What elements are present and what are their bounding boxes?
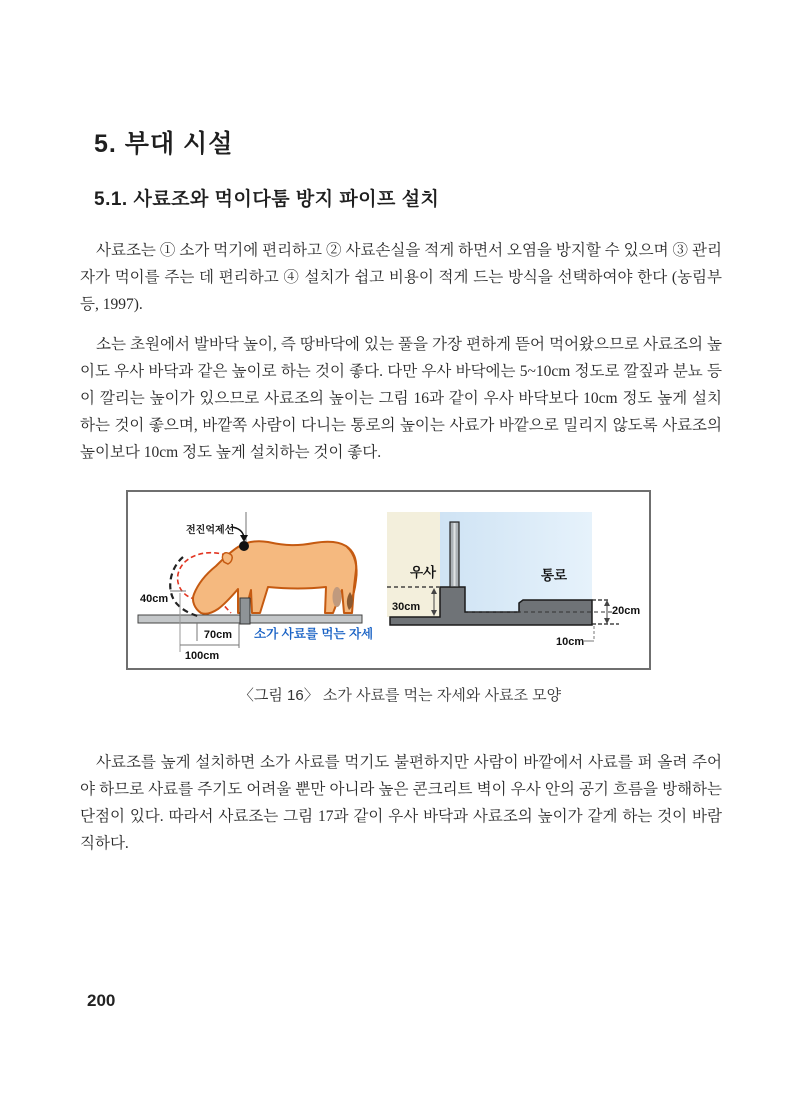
restraint-arrowhead: [240, 535, 248, 542]
restraint-point-dot: [239, 541, 249, 551]
cow-body: [193, 541, 356, 614]
dim-40-label: 40cm: [140, 593, 169, 605]
barn-label: 우사: [409, 565, 437, 580]
figure-16-illustration: [128, 492, 649, 668]
figure-16: [126, 490, 651, 670]
cow-ear: [222, 553, 232, 564]
head-sweep-arc: [170, 557, 198, 616]
dim-70-label: 70cm: [203, 629, 233, 641]
trough-cross-section: [387, 512, 640, 648]
paragraph-trough-recommendation: 사료조를 높게 설치하면 소가 사료를 먹기도 불편하지만 사람이 바깥에서 사료를 퍼 올려 주어야 하므로 사료를 주기도 어려울 뿐만 아니라 높은 콘크리트 벽이 우사 안의 공기 흐름을 방해하는 단점이 있다. 따라서 사료조는 그림 17과 같이 우사 바닥과 사료조의 높이가 같게 하는 것이 바람직하다.: [80, 754, 722, 852]
subsection-heading: 5.1. 사료조와 먹이다툼 방지 파이프 설치: [94, 189, 440, 210]
dim-20-arrow-bottom: [604, 618, 610, 624]
dim-20-arrow-top: [604, 600, 610, 606]
cow-posture-diagram: [138, 512, 373, 662]
restraint-label: 전진억제선: [186, 525, 235, 536]
section-heading: 5. 부대 시설: [94, 130, 234, 158]
cow-shading: [333, 587, 342, 607]
passage-label: 통로: [540, 568, 568, 583]
dim-10-label: 10cm: [556, 636, 585, 648]
posture-label: 소가 사료를 먹는 자세: [254, 627, 374, 641]
figure-caption: 〈그림 16〉 소가 사료를 먹는 자세와 사료조 모양: [238, 687, 562, 704]
dim-30-label: 30cm: [392, 601, 421, 613]
paragraph-trough-height: 소는 초원에서 발바닥 높이, 즉 땅바닥에 있는 풀을 가장 편하게 뜯어 먹어왔으므로 사료조의 높이도 우사 바닥과 같은 높이로 하는 것이 좋다. 다만 우사 바닥에는 5~10cm 정도로 깔짚과 분뇨 등이 깔리는 높이가 있으므로 사료조의 높이는 그림 16과 같이 우사 바닥보다 10cm 정도 높게 설치하는 것이 좋으며, 바깥쪽 사람이 다니는 통로의 높이는 사료가 바깥으로 밀리지 않도록 사료조의 높이보다 10cm 정도 높게 설치하는 것이 좋다.: [80, 336, 722, 461]
page-number: 200: [87, 991, 116, 1010]
paragraph-feed-trough-criteria: 사료조는 ① 소가 먹기에 편리하고 ② 사료손실을 적게 하면서 오염을 방지할 수 있으며 ③ 관리자가 먹이를 주는 데 편리하고 ④ 설치가 쉽고 비용이 적게 드는 방식을 선택하여야 한다 (농림부 등, 1997).: [80, 242, 722, 313]
feed-barrier-post: [240, 598, 250, 624]
dim-20-label: 20cm: [612, 605, 641, 617]
dim-100-label: 100cm: [184, 650, 220, 662]
